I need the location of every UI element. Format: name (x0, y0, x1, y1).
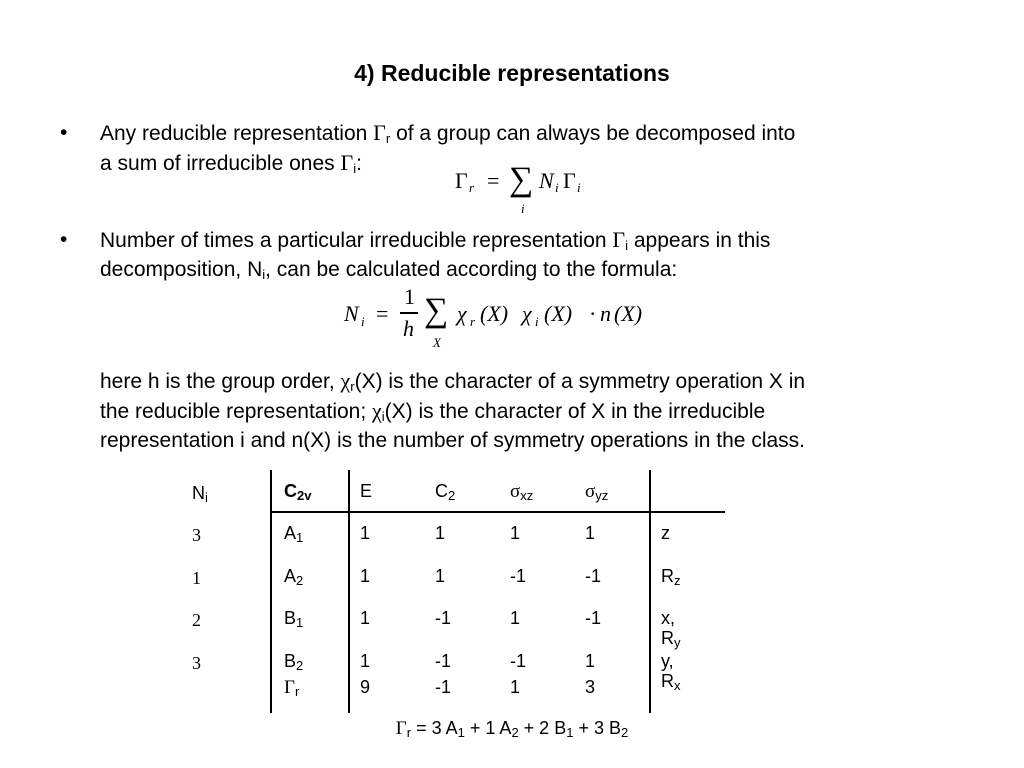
table-basis: $R_z$ (661, 566, 681, 588)
table-gamma-char: 3 (585, 677, 596, 697)
table-gamma-char: -1 (435, 677, 452, 697)
table-header-op: $\sigma_{xz}$ (510, 481, 534, 503)
table-ni-value: 3 (192, 653, 201, 673)
table-irrep: $A_2$ (284, 566, 304, 588)
table-char: 1 (510, 523, 521, 543)
decomposition-result: $\Gamma_r = 3$ $A_1 + 1$ $A_2 + 2$ $B_1 + 3$ $B_2$ (395, 718, 629, 740)
table-header-rule (270, 511, 725, 513)
table-basis: x, $R_y$ (661, 608, 681, 650)
table-char: -1 (585, 566, 602, 586)
table-gamma-char: 9 (360, 677, 371, 697)
table-gamma-char: 1 (510, 677, 521, 697)
table-header-ni: $N_i$ (192, 483, 208, 505)
bullet-1: • (60, 121, 68, 144)
table-irrep: $B_1$ (284, 608, 304, 630)
table-char: 1 (510, 608, 521, 628)
table-char: 1 (585, 651, 596, 671)
bullet-2: • (60, 228, 68, 251)
table-char: -1 (510, 651, 527, 671)
table-gamma-r-label: $\Gamma_r$ (284, 677, 300, 699)
table-char: 1 (360, 608, 371, 628)
table-char: 1 (435, 566, 446, 586)
table-char: 1 (435, 523, 446, 543)
table-ni-value: 2 (192, 610, 201, 630)
table-header-group: $C_{2v}$ (284, 481, 312, 503)
table-ni-value: 3 (192, 525, 201, 545)
formula-decomposition: Γ r = ∑ i N i Γ i (455, 161, 581, 216)
table-divider-basis (649, 470, 651, 713)
table-char: -1 (510, 566, 527, 586)
paragraph-3-line-1: here h is the group order, $\chi_r(X)$ is the character of a symmetry operation X in (100, 368, 806, 394)
paragraph-3-line-3: representation i and n(X) is the number of symmetry operations in the class. (100, 429, 805, 452)
table-basis: y, $R_x$ (661, 651, 681, 693)
table-char: -1 (435, 608, 452, 628)
paragraph-3-line-2: the reducible representation; $\chi_i(X)$ is the character of X in the irreducible (100, 398, 766, 424)
table-char: 1 (360, 523, 371, 543)
paragraph-2-line-1: Number of times a particular irreducible representation $\Gamma_i$ appears in this (100, 227, 771, 253)
paragraph-2-line-2: decomposition, $N_i$, can be calculated according to the formula: (100, 258, 678, 282)
table-irrep: $B_2$ (284, 651, 304, 673)
table-char: -1 (585, 608, 602, 628)
table-char: -1 (435, 651, 452, 671)
table-char: 1 (585, 523, 596, 543)
table-divider-irrep (348, 470, 350, 713)
formula-ni: N i = 1 h ∑ X χ r (X) χ i (X) · n (X) (344, 284, 643, 350)
paragraph-1-line-1: Any reducible representation $\Gamma_r$ of a group can always be decomposed into (100, 120, 796, 146)
table-basis: z (661, 523, 670, 543)
table-irrep: $A_1$ (284, 523, 304, 545)
table-char: 1 (360, 566, 371, 586)
table-header-op: E (360, 481, 373, 501)
fraction-bar (400, 312, 418, 314)
paragraph-1-line-2: a sum of irreducible ones $\Gamma_i$: (100, 150, 362, 176)
slide-title: 4) Reducible representations (354, 60, 670, 86)
table-char: 1 (360, 651, 371, 671)
table-header-op: $C_2$ (435, 481, 456, 503)
table-divider-ni (270, 470, 272, 713)
table-ni-value: 1 (192, 568, 201, 588)
table-header-op: $\sigma_{yz}$ (585, 481, 609, 503)
